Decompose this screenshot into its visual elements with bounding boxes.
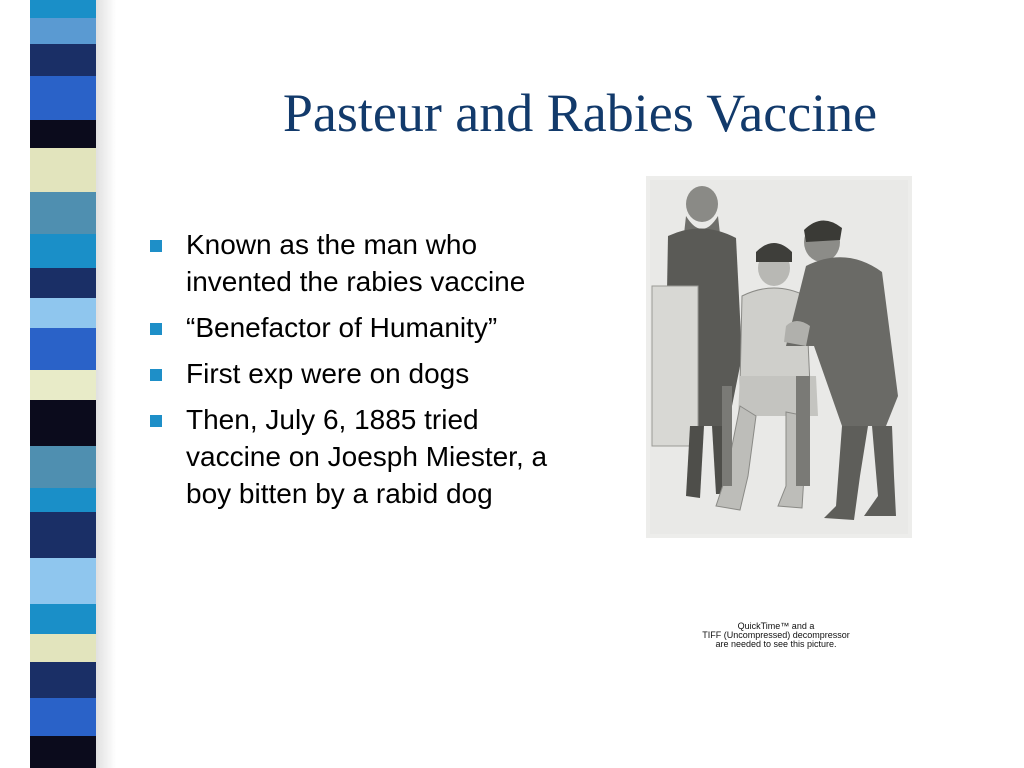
stripe bbox=[30, 44, 96, 76]
pasteur-vaccination-illustration bbox=[646, 176, 912, 538]
stripe bbox=[30, 512, 96, 558]
bullet-item bbox=[150, 355, 570, 392]
stripe bbox=[30, 736, 96, 768]
bullet-text: Known as the man who invented the rabies vaccine bbox=[186, 229, 526, 297]
square-bullet-icon bbox=[150, 415, 162, 427]
stripe bbox=[30, 488, 96, 512]
stripe bbox=[30, 446, 96, 488]
decorative-stripe-bar bbox=[30, 0, 96, 768]
bullet-text: Then, July 6, 1885 tried vaccine on Joesph Miester, a boy bitten by a rabid dog bbox=[186, 404, 548, 509]
bullet-list bbox=[150, 226, 570, 521]
quicktime-line: TIFF (Uncompressed) decompressor bbox=[702, 630, 850, 640]
stripe bbox=[30, 120, 96, 148]
bullet-item bbox=[150, 226, 570, 300]
square-bullet-icon bbox=[150, 323, 162, 335]
stripe bbox=[30, 400, 96, 446]
stripe bbox=[30, 662, 96, 698]
quicktime-placeholder-text bbox=[690, 622, 862, 649]
stripe bbox=[30, 148, 96, 192]
quicktime-line: are needed to see this picture. bbox=[715, 639, 837, 649]
square-bullet-icon bbox=[150, 240, 162, 252]
stripe bbox=[30, 0, 96, 18]
stripe bbox=[30, 298, 96, 328]
stripe bbox=[30, 192, 96, 234]
stripe bbox=[30, 370, 96, 400]
stripe bbox=[30, 634, 96, 662]
stripe bbox=[30, 604, 96, 634]
stripe bbox=[30, 698, 96, 736]
stripe bbox=[30, 18, 96, 44]
bullet-text: “Benefactor of Humanity” bbox=[186, 312, 498, 343]
stripe bbox=[30, 268, 96, 298]
stripe bbox=[30, 234, 96, 268]
slide-title: Pasteur and Rabies Vaccine bbox=[282, 83, 878, 143]
bullet-text: First exp were on dogs bbox=[186, 358, 470, 389]
stripe bbox=[30, 558, 96, 604]
quicktime-line: QuickTime™ and a bbox=[737, 621, 815, 631]
stripe bbox=[30, 76, 96, 120]
bullet-item bbox=[150, 309, 570, 346]
bullet-item bbox=[150, 401, 570, 512]
square-bullet-icon bbox=[150, 369, 162, 381]
stripe bbox=[30, 328, 96, 370]
